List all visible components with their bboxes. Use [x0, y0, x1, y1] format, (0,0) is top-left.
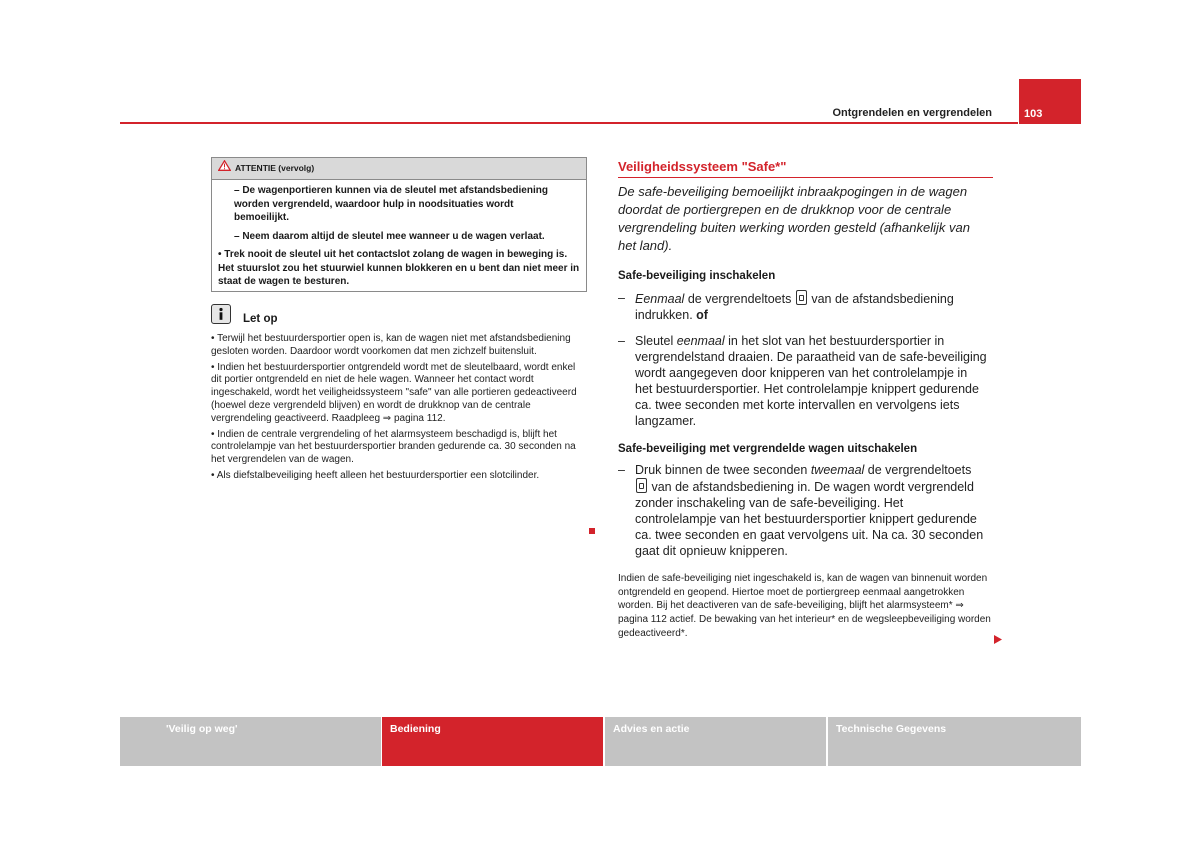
- step-emphasis: tweemaal: [810, 463, 865, 477]
- step-text: de vergrendeltoets: [684, 292, 795, 306]
- warning-title: ATTENTIE (vervolg): [235, 163, 315, 173]
- tab-bediening[interactable]: Bediening: [382, 717, 603, 766]
- step-text: de vergrendeltoets: [864, 463, 972, 477]
- safe-section-title: Veiligheidssysteem "Safe*": [618, 159, 787, 174]
- lock-key-icon: [796, 290, 807, 305]
- note-item: • Indien de centrale vergrendeling of het alarmsysteem beschadigd is, blijft het controlelampje van het bestuurdersportier branden gedurende ca. 30 seconden na het vergrendelen van de wagen.: [211, 428, 576, 466]
- step-dash: –: [618, 334, 625, 348]
- step-or: of: [696, 308, 708, 322]
- warning-header: [212, 158, 586, 180]
- warning-sub-item: – Neem daarom altijd de sleutel mee wanneer u de wagen verlaat.: [234, 230, 545, 242]
- note-item: • Terwijl het bestuurdersportier open is, kan de wagen niet met afstandsbediening gesloten worden. Daardoor wordt voorkomen dat men zichzelf buitensluit.: [211, 333, 571, 357]
- section-title: Ontgrendelen en vergrendelen: [832, 107, 992, 119]
- step-text: van de afstandsbediening indrukken.: [635, 292, 954, 322]
- page-number: 103: [1019, 79, 1081, 124]
- step-text: van de afstandsbediening in. De wagen wordt vergrendeld zonder inschakeling van de safe-beveiliging. Het controlelampje van het bestuurdersportier knippert gedurende ca. twee seconden en gaat vervolgens uit. Na ca. 30 seconden gaat dit opnieuw knipperen.: [635, 480, 984, 558]
- subheading-enable: Safe-beveiliging inschakelen: [618, 270, 776, 282]
- note-item: • Indien het bestuurdersportier ontgrendeld wordt met de sleutelbaard, wordt enkel dit portier ontgrendeld en niet de hele wagen. Wanneer het contact wordt ingeschakeld, wordt het veiligheidssysteem "safe" van alle portieren gedeactiveerd (hoewel deze vergrendeld blijven) en wordt de drukknop van de centrale vergrendeling geactiveerd. Raadpleeg ⇒ pagina 112.: [211, 361, 577, 424]
- intro-text: De safe-beveiliging bemoeilijkt inbraakpogingen in de wagen doordat de portiergrepen en de drukknop voor de centrale vergrendeling buiten werking worden gesteld (afhankelijk van het land).: [618, 184, 970, 253]
- note-item: • Als diefstalbeveiliging heeft alleen het bestuurdersportier een slotcilinder.: [211, 469, 540, 481]
- footnote-text: Indien de safe-beveiliging niet ingeschakeld is, kan de wagen van binnenuit worden ontgrendeld en geopend. Hiertoe moet de portiergreep eenmaal aangetrokken worden. Bij het deactiveren van de safe-beveiliging, blijft het alarmsysteem* ⇒ pagina 112 actief. De bewaking van het interieur* en de wegsleepbeveiliging worden gedeactiveerd*.: [618, 573, 991, 639]
- step-text: Druk binnen de twee seconden: [635, 463, 811, 477]
- info-icon: [211, 304, 231, 324]
- header-rule: [120, 122, 1018, 124]
- section-end-mark: [589, 528, 595, 534]
- warning-sub-item: – De wagenportieren kunnen via de sleutel met afstandsbediening worden vergrendeld, waardoor hulp in noodsituaties wordt bemoeilijkt.: [234, 185, 548, 223]
- step-dash: –: [618, 463, 625, 477]
- warning-box: [211, 157, 587, 292]
- lock-key-icon: [636, 478, 647, 493]
- step-emphasis: Eenmaal: [635, 292, 685, 306]
- note-body: [211, 333, 583, 486]
- tab-technische-gegevens[interactable]: Technische Gegevens: [828, 717, 1081, 766]
- step-text: Sleutel: [635, 334, 677, 348]
- note-title: Let op: [243, 313, 278, 325]
- warning-triangle-icon: [218, 158, 231, 179]
- subheading-disable: Safe-beveiliging met vergrendelde wagen uitschakelen: [618, 443, 918, 455]
- tab-advies-en-actie[interactable]: Advies en actie: [605, 717, 826, 766]
- continue-arrow-icon: [994, 631, 1002, 649]
- step-emphasis: eenmaal: [676, 334, 725, 348]
- step-dash: –: [618, 291, 625, 305]
- step-text: in het slot van het bestuurdersportier in vergrendelstand draaien. De paraatheid van de safe-beveiliging wordt aangegeven door knipperen van het controlelampje in het bestuurdersportier. Het controlelampje knippert gedurende ca. twee seconden met korte intervallen en vervolgens iets langzamer.: [635, 334, 987, 428]
- title-rule: [618, 177, 993, 178]
- tab-veilig-op-weg[interactable]: 'Veilig op weg': [120, 717, 381, 766]
- warning-bullet: • Trek nooit de sleutel uit het contactslot zolang de wagen in beweging is. Het stuurslot zou het stuurwiel kunnen blokkeren en u bent dan niet meer in staat de wagen te besturen.: [218, 249, 580, 287]
